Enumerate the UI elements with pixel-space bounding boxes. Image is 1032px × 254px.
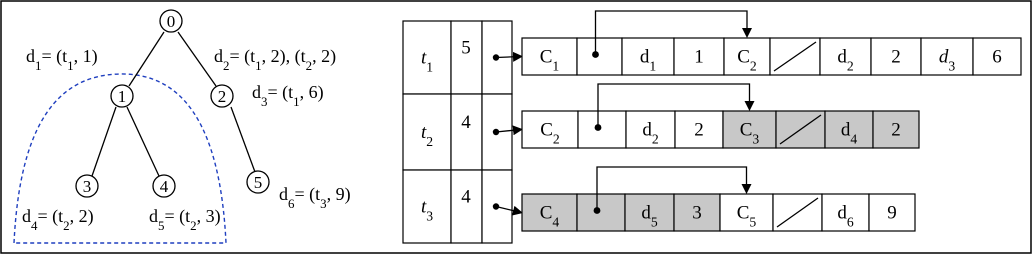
index-row	[403, 21, 512, 94]
term-label: $t_2$	[420, 122, 434, 149]
list-cell	[776, 111, 825, 148]
list-cell	[825, 111, 873, 148]
tree-node-2	[211, 85, 233, 107]
cell-label: 9	[887, 202, 897, 224]
term-cell	[403, 170, 451, 243]
tree-edge	[129, 32, 164, 86]
cell-label: $d_1$	[639, 46, 657, 73]
cell-label: $C_3$	[739, 119, 760, 146]
tree-edge	[178, 32, 216, 86]
cell-label: $d_4$	[840, 119, 858, 146]
list-cell	[820, 38, 871, 75]
tree-node-3	[76, 175, 98, 197]
cell-label: $C_2$	[737, 46, 757, 73]
index-row	[403, 170, 512, 243]
list-cell	[578, 111, 626, 148]
list-cell	[724, 38, 770, 75]
list-cell	[625, 194, 674, 231]
cell-label: $d_2$	[837, 46, 854, 73]
node-label: 5	[253, 173, 263, 192]
list-cell	[622, 38, 674, 75]
tree-edge	[231, 107, 255, 172]
annotation-d5: $d_5= (t_2$, 3)	[149, 206, 221, 233]
list-cell	[822, 194, 869, 231]
cell-label: $C_2$	[540, 119, 560, 146]
term-cell	[403, 94, 451, 170]
list-cell	[723, 111, 776, 148]
cell-label: $d_2$	[642, 119, 659, 146]
cell-label: $d_6$	[837, 202, 854, 229]
list-cell	[674, 38, 724, 75]
count-label: 4	[461, 112, 471, 133]
tree-edge	[127, 107, 159, 176]
node-label: 2	[217, 87, 227, 106]
count-label: 5	[461, 37, 471, 59]
list-cell	[522, 38, 577, 75]
posting-list	[496, 167, 915, 231]
term-label: $t_1$	[420, 47, 434, 74]
list-cell	[626, 111, 675, 148]
list-cell	[674, 194, 720, 231]
posting-lists	[496, 11, 1021, 231]
list-cell	[522, 111, 578, 148]
list-cell	[577, 38, 622, 75]
node-label: 3	[82, 177, 92, 196]
cell-label: 2	[694, 119, 704, 141]
cell-label: $C_1$	[539, 46, 560, 73]
list-cell	[770, 38, 820, 75]
tree-node-0	[160, 10, 182, 32]
tree-node-4	[153, 175, 175, 197]
cell-label: 1	[694, 46, 704, 68]
list-cell	[522, 194, 577, 231]
node-label: 1	[117, 87, 127, 106]
list-cell	[869, 194, 915, 231]
list-cell	[577, 194, 625, 231]
list-cell	[675, 111, 723, 148]
annotation-d1: $d_1= (t_1$, 1)	[26, 46, 98, 73]
annotation-d4: $d_4= (t_2$, 2)	[22, 206, 94, 233]
posting-list	[496, 11, 1021, 75]
term-cell	[403, 21, 451, 94]
list-cell	[720, 194, 773, 231]
cell-label: $d_3$	[938, 46, 956, 73]
cell-label: 2	[891, 119, 901, 141]
count-label: 4	[461, 186, 471, 208]
term-index-table	[403, 21, 512, 243]
list-cell	[973, 38, 1021, 75]
tree-edge	[92, 107, 116, 176]
cell-label: $d_5$	[641, 202, 658, 229]
annotation-d3: $d_3= (t_1$, 6)	[252, 82, 324, 109]
cell-label: $C_5$	[736, 202, 757, 229]
list-cell	[873, 111, 919, 148]
annotation-d6: $d_6= (t_3$, 9)	[279, 184, 351, 211]
term-label: $t_3$	[420, 196, 434, 223]
list-cell	[773, 194, 822, 231]
tree-node-5	[247, 171, 269, 193]
index-row	[403, 94, 512, 170]
cell-label: $C_4$	[539, 202, 560, 229]
list-cell	[921, 38, 973, 75]
tree-node-1	[111, 85, 133, 107]
list-cell	[871, 38, 921, 75]
cell-label: 2	[891, 46, 901, 68]
posting-list	[496, 84, 919, 148]
annotation-d2: $d_2= (t_1$, 2), ($t_2$, 2)	[214, 46, 337, 73]
cell-label: 6	[992, 46, 1002, 68]
cell-label: 3	[692, 202, 702, 224]
node-label: 0	[166, 12, 176, 31]
node-label: 4	[159, 177, 169, 196]
